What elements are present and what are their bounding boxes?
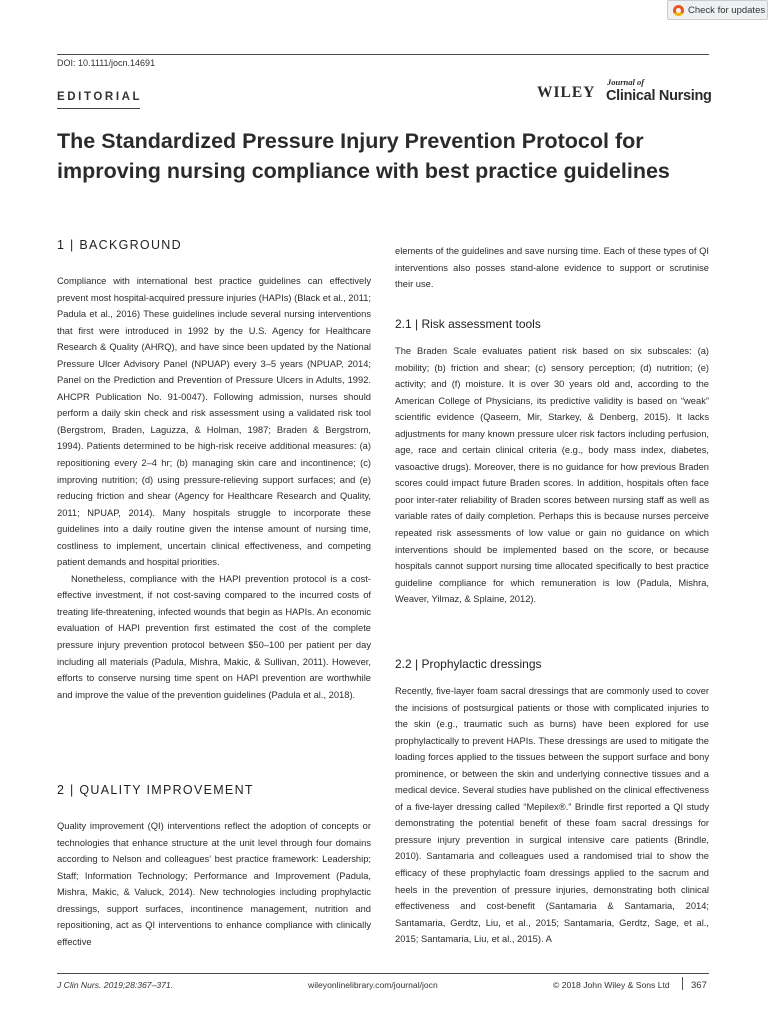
footer-citation: J Clin Nurs. 2019;28:367–371.: [57, 980, 174, 990]
risk-assessment-paragraph: The Braden Scale evaluates patient risk based on six subscales: (a) mobility; (b) friction and shear; (c) sensory perception; (d) nutrition; (e) activity; and (f) moisture. It is over 30 years old and, according to the American College of Physicians, its predictive validity is based on “weak” scientific evidence (Qaseem, Mir, Starkey, & Denberg, 2015). It lacks adjustments for many known pressure ulcer risk factors including perfusion, age, race and certain clinical criteria (e.g., body mass index, diabetes, vasoactive drugs). Moreover, there is no guidance for how previous Braden scores could impact future Braden scores. In addition, hospitals often face poor inter-rater reliability of Braden scores between nursing staff as well as variable rates of daily completion. Perhaps this is because nurses perceive repeated risk assessments of low value or gain no guidance on which interventions should be implemented based on the score, or because hospitals cannot support nursing time allocated specifically to best practice guideline compliance for which remuneration is low (Padula, Mishra, Weaver, Yilmaz, & Splaine, 2012).: [395, 346, 709, 605]
right-column-risk-assessment: [395, 343, 709, 608]
article-type: EDITORIAL: [57, 91, 143, 103]
footer-separator: [682, 977, 683, 990]
left-column-section-2: [57, 818, 371, 950]
right-column-intro: [395, 243, 709, 293]
right-column-dressings: [395, 683, 709, 948]
crossmark-icon: [673, 5, 684, 16]
quality-improvement-paragraph-1: Quality improvement (QI) interventions reflect the adoption of concepts or technologies that enhance structure at the unit level through four domains according to Nelson and colleagues' best practice framework: Leadership; Staff; Information Technology; Performance and Improvement (Padula, Mishra, Makic, & Valuck, 2014). New technologies including prophylactic dressings, support surfaces, incontinence management, nutrition and repositioning, act as QI interventions to enhance compliance with clinically effective: [57, 821, 371, 947]
background-paragraph-2: Nonetheless, compliance with the HAPI prevention protocol is a cost-effective investment, if not cost-saving compared to the incurred costs of treating life-threatening, infected wounds that begin as HAPIs. An economic evaluation of HAPI prevention first estimated the cost of the complete pressure injury prevention protocol between $50–100 per patient per day including all materials (Padula, Mishra, Makic, & Sullivan, 2011). However, efforts to conserve nursing time spent on HAPI prevention are worthwhile and improve the value of the prevention guidelines (Padula et al., 2018).: [57, 573, 371, 700]
header-rule: [57, 54, 709, 55]
section-heading-quality-improvement: 2 | QUALITY IMPROVEMENT: [57, 783, 254, 797]
section-heading-background: 1 | BACKGROUND: [57, 238, 182, 252]
publisher-logo: WILEY: [537, 84, 596, 101]
footer-copyright: © 2018 John Wiley & Sons Ltd: [553, 980, 670, 990]
prophylactic-dressings-paragraph: Recently, five-layer foam sacral dressings that are commonly used to cover the incisions of postsurgical patients or those with complicated injuries to the skin (e.g., traumatic such as burns) have been explored for use prophylactically to prevent HAPIs. These dressings are used to mitigate the loading forces applied to the tissues between the support surface and bony prominence, or between the skin and underlying connective tissues and a medical device. Several studies have published on the clinical effectiveness of a five-layer dressing called “Mepilex®.” Brindle first reported a QI study demonstrating the potential benefit of these foam sacral dressings for pressure injury prevention in surgical intensive care patients (Brindle, 2010). Santamaria and colleagues used a randomised trial to show the efficacy of these prophylactic foam dressings applied to the sacrum and heels in the prevention of pressure injuries, demonstrating both clinical effectiveness and cost-benefit (Santamaria & Santamaria, 2014; Santamaria, Gerdtz, Liu, et al., 2015; Santamaria, Gerdtz, Sage, et al., 2015; Santamaria, Liu, et al., 2015). A: [395, 686, 709, 945]
footer-rule: [57, 973, 709, 974]
left-column: [57, 273, 371, 703]
article-type-underline: [57, 108, 140, 109]
check-for-updates-label: Check for updates: [688, 4, 766, 16]
subsection-heading-prophylactic-dressings: 2.2 | Prophylactic dressings: [395, 657, 542, 671]
article-title: The Standardized Pressure Injury Prevention Protocol for improving nursing compliance with best practice guidelines: [57, 129, 670, 183]
subsection-heading-risk-assessment: 2.1 | Risk assessment tools: [395, 317, 541, 331]
journal-prefix: Journal of: [607, 77, 645, 87]
journal-name: Clinical Nursing: [606, 88, 712, 104]
check-for-updates-button[interactable]: [667, 0, 768, 20]
background-paragraph-1: Compliance with international best practice guidelines can effectively prevent most hospital-acquired pressure injuries (HAPIs) (Black et al., 2011; Padula et al., 2016) These guidelines include several nursing interventions that first were introduced in 1992 by the U.S. Agency for Healthcare Research & Quality (AHRQ), and have since been updated by the National Pressure Ulcer Advisory Panel (NPUAP) every 3–5 years (NPUAP, 2014; Panel on the Prediction and Prevention of Pressure Ulcers in Adults, 1992. AHCPR Publication No. 91-0047). Following admission, nurses should perform a daily skin check and risk assessment using a validated risk tool (Bergstrom, Braden, Laguzza, & Holman, 1987; Braden & Bergstrom, 1994). Patients determined to be high-risk receive additional measures: (a) repositioning every 2–4 hr; (b) managing skin care and incontinence; (c) improving nutrition; (d) using pressure-relieving support surfaces; and (e) reducing friction and shear (Agency for Healthcare Research and Quality, 2011; NPUAP, 2014). Many hospitals struggle to incorporate these guidelines into a daily routine given the intense amount of nursing time, costliness to implement, uncertain clinical effectiveness, and competing patient demands and hospital priorities.: [57, 276, 371, 568]
quality-improvement-continued: elements of the guidelines and save nursing time. Each of these types of QI interventions also posses stand-alone evidence to support or scrutinise their use.: [395, 246, 709, 290]
doi-link[interactable]: DOI: 10.1111/jocn.14691: [57, 58, 156, 68]
footer-journal-link[interactable]: wileyonlinelibrary.com/journal/jocn: [308, 980, 438, 990]
page-number: 367: [691, 980, 707, 991]
